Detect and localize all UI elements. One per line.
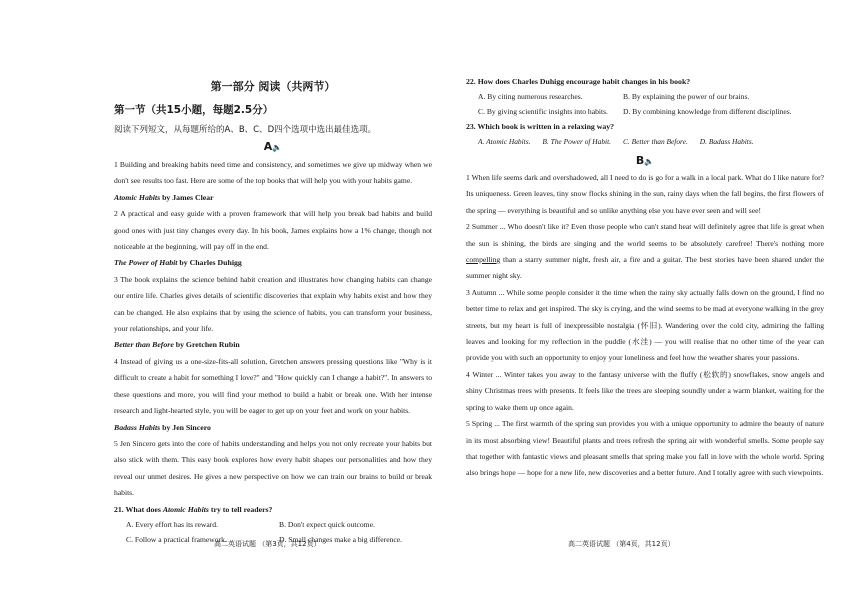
part-title: 第一部分 阅读（共两节） bbox=[210, 80, 336, 93]
passage-a bbox=[114, 140, 432, 547]
right-page bbox=[430, 0, 860, 608]
question-22: 22. How does Charles Duhigg encourage habit changes in his book? bbox=[466, 77, 691, 86]
book-title: Atomic Habits bbox=[114, 192, 161, 202]
question-21 bbox=[114, 502, 432, 517]
question-23: 23. Which book is written in a relaxing way? bbox=[466, 122, 615, 131]
question-text: try to tell readers? bbox=[208, 504, 273, 514]
passage-label-a: A bbox=[263, 140, 273, 153]
paragraph-5: 5 Spring ... The first warmth of the spring sun provides you with a unique opportunity to admire the beauty of nature in its most absorbing view! Beautiful plants and trees refresh the spring air with wonderful smells. Some people say that together with fantastic views and pleasant smells that spring make you fall in love with the whole world. Spring also brings hope — hope for a new life, new discoveries and a better future. And I totally agree with such viewpoints. bbox=[466, 419, 824, 478]
book-author: by Gretchen Rubin bbox=[173, 340, 240, 350]
page-footer-left: 高二英语试题 （第3页，共12页） bbox=[214, 540, 321, 548]
paragraph-2 bbox=[466, 219, 824, 285]
question-text: 21. What does bbox=[114, 504, 163, 514]
option-d: D. Small changes make a big difference. bbox=[279, 534, 403, 544]
option-b: B. Don't expect quick outcome. bbox=[279, 519, 375, 529]
option-d: D. Badass Habits. bbox=[699, 137, 754, 146]
paragraph-4: 4 Instead of giving us a one-size-fits-all solution, Gretchen answers pressing questions like "Why is it difficult to create a habit for something I love?" and "How quickly can I change a habit?". In answers to these questions and more, you will find your method to build a habit or break one. With her intense research and light-hearted style, you will be eager to get up on your feet and work on your habits. bbox=[114, 356, 432, 416]
passage-label-b: B bbox=[635, 154, 645, 167]
paragraph-text: than a starry summer night, fresh air, a fire and a guitar. The best stories have been shared under the summer night sky. bbox=[466, 255, 824, 281]
book-heading-4 bbox=[114, 420, 432, 436]
question-22-options bbox=[466, 89, 824, 119]
paragraph-1: 1 Building and breaking habits need time and consistency, and sometimes we give up midway when we don't see results too fast. Here are some of the top books that will help you with your habits game. bbox=[114, 160, 432, 186]
section-title: 第一节（共15小题，每题2.5分） bbox=[114, 104, 274, 116]
book-author: by James Clear bbox=[160, 192, 214, 202]
option-b: B. By explaining the power of our brains. bbox=[623, 92, 750, 101]
questions-22-23 bbox=[466, 74, 824, 149]
book-heading-3 bbox=[114, 337, 432, 353]
paragraph-1: 1 When life seems dark and overshadowed, all I need to do is go for a walk in a local park. What do I like nature for? Its uniqueness. Green leaves, tiny snow flocks shining in the sun, rainy days when the fall begins, the first flowers of the spring — everything is beautiful and so unlike anything else you have ever seen and will see! bbox=[466, 173, 824, 215]
book-heading-2 bbox=[114, 255, 432, 271]
book-title: The Power of Habit bbox=[114, 258, 178, 268]
option-a: A. Atomic Habits. bbox=[478, 137, 531, 146]
question-23-options bbox=[466, 134, 824, 149]
passage-b bbox=[466, 154, 824, 482]
underlined-word: compelling bbox=[466, 255, 501, 265]
option-c: C. By giving scientific insights into habits. bbox=[478, 107, 608, 116]
paragraph-3: 3 Autumn ... While some people consider it the time when the rainy sky actually falls down on the ground, I find no better time to relax and get inspired. The sky is crying, and the wind seems to be mad at everyone walking in the grey streets, but my heart is full of inexpressible nostalgia (怀旧). Wandering over the cold city, admiring the falling leaves and looking for my reflection in the puddle (水洼) — you will realise that no other time of the year can provide you with such an opportunity to enjoy your loneliness and feel how the weather shares your passions. bbox=[466, 287, 824, 363]
option-c: C. Follow a practical framework. bbox=[126, 534, 227, 544]
paragraph-4: 4 Winter ... Winter takes you away to the fantasy universe with the fluffy (松软的) snowflakes, snow angels and shiny Christmas trees with presents. It feels like the trees are sleeping soundly under a warm blanket, waiting for the spring to wake them up once again. bbox=[466, 369, 824, 412]
book-heading-1 bbox=[114, 190, 432, 206]
speaker-icon: 🔈 bbox=[272, 143, 283, 152]
option-d: D. By combining knowledge from different disciplines. bbox=[623, 107, 792, 116]
book-author: by Jen Sincero bbox=[160, 422, 211, 432]
instruction: 阅读下列短文，从每题所给的A、B、C、D四个选项中选出最佳选项。 bbox=[114, 125, 377, 135]
book-title: Badass Habits bbox=[114, 422, 161, 432]
option-a: A. By citing numerous researches. bbox=[478, 92, 583, 101]
option-a: A. Every effort has its reward. bbox=[126, 519, 219, 529]
page-footer-right: 高二英语试题 （第4页，共12页） bbox=[568, 540, 675, 548]
paragraph-3: 3 The book explains the science behind habit creation and illustrates how changing habits can change our entire life. Charles gives details of scientific discoveries that explain why habits exist and how they can be changed. He also explains that by using the science of habits, you can transform your business, your relationships, and your life. bbox=[114, 274, 432, 334]
speaker-icon: 🔈 bbox=[644, 157, 655, 166]
paragraph-2: 2 A practical and easy guide with a proven framework that will help you break bad habits and build good ones with just tiny changes every day. In his book, James explains how a 1% change, though not noticeable at the beginning, will pay off in the end. bbox=[114, 209, 432, 252]
question-book-title: Atomic Habits bbox=[162, 504, 209, 514]
paragraph-5: 5 Jen Sincero gets into the core of habits understanding and helps you not only recreate your habits but also stick with them. This easy book explores how every habit shapes our personalities and how they reveal our unmet desires. He gives a new perspective on how we can train our brains to build or break habits. bbox=[114, 438, 432, 498]
book-author: by Charles Duhigg bbox=[177, 258, 242, 268]
paragraph-text: 2 Summer ... Who doesn't like it? Even those people who can't stand heat will definitely agree that life is great when the sun is shining, the birds are singing and the world seems to be absolutely carefree! There's nothing more bbox=[466, 222, 824, 248]
option-c: C. Better than Before. bbox=[623, 137, 688, 146]
option-b: B. The Power of Habit. bbox=[542, 137, 611, 146]
book-title: Better than Before bbox=[114, 340, 174, 350]
